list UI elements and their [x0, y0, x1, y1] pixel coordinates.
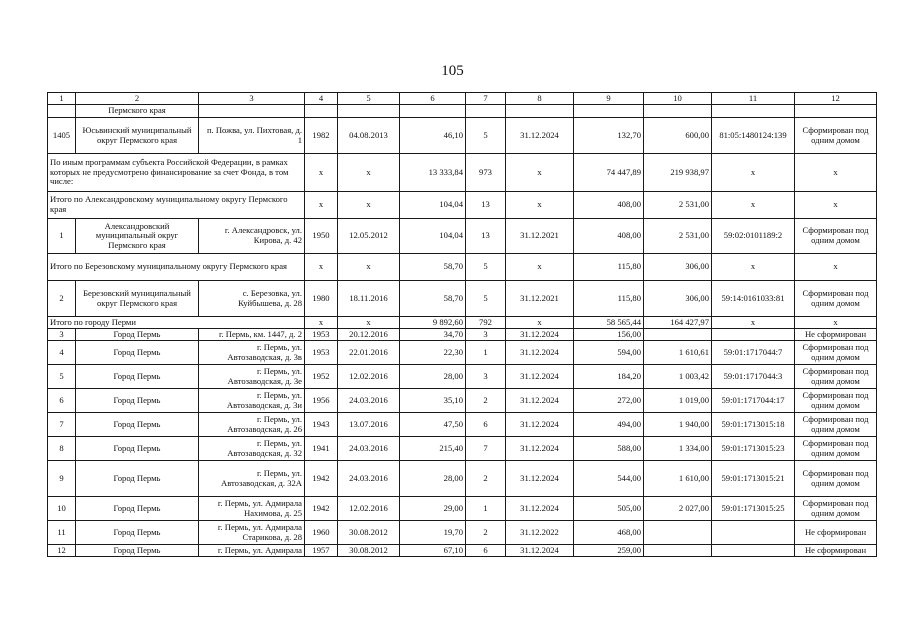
table-row: [48, 365, 877, 389]
year-built-cell: 1980: [305, 281, 338, 317]
empty-cell: [466, 105, 506, 118]
land-status-cell: Сформирован под одним домом: [795, 413, 877, 437]
compensation-cell: [644, 545, 712, 557]
municipality-cell: Город Пермь: [76, 413, 199, 437]
residents-cell: 5: [466, 281, 506, 317]
housing-program-table: [47, 92, 877, 557]
year-built-cell: 1942: [305, 461, 338, 497]
cadastral-number-cell: 59:01:1713015:18: [712, 413, 795, 437]
land-status-cell: Сформирован под одним домом: [795, 389, 877, 413]
table-row: [48, 497, 877, 521]
address-cell: г. Пермь, ул. Автозаводская, д. 32А: [199, 461, 305, 497]
land-status-cell: Сформирован под одним домом: [795, 281, 877, 317]
area-cell: 34,70: [400, 329, 466, 341]
land-status-cell: Не сформирован: [795, 521, 877, 545]
municipality-cell: Город Пермь: [76, 461, 199, 497]
table-row: [48, 545, 877, 557]
residents-cell: 5: [466, 118, 506, 154]
cost-cell: 259,00: [574, 545, 644, 557]
summary-cell: x: [305, 154, 338, 192]
page-number: 105: [441, 63, 464, 79]
compensation-cell: 1 019,00: [644, 389, 712, 413]
compensation-cell: 306,00: [644, 281, 712, 317]
residents-cell: 3: [466, 329, 506, 341]
land-status-cell: Не сформирован: [795, 329, 877, 341]
address-cell: г. Пермь, ул. Адмирала Нахимова, д. 25: [199, 497, 305, 521]
municipality-cell: Город Пермь: [76, 545, 199, 557]
table-row: [48, 437, 877, 461]
summary-row: [48, 317, 877, 329]
year-built-cell: 1960: [305, 521, 338, 545]
summary-label: Итого по городу Перми: [48, 317, 305, 329]
area-cell: 104,04: [400, 219, 466, 254]
compensation-cell: [644, 521, 712, 545]
compensation-cell: 1 334,00: [644, 437, 712, 461]
relocation-date-cell: 31.12.2024: [506, 545, 574, 557]
column-number-6: 6: [400, 93, 466, 105]
table-row: [48, 413, 877, 437]
cadastral-number-cell: 59:01:1713015:21: [712, 461, 795, 497]
land-status-cell: Сформирован под одним домом: [795, 341, 877, 365]
summary-cell: 13: [466, 192, 506, 219]
empty-cell: [506, 105, 574, 118]
column-number-header-row: [48, 93, 877, 105]
year-built-cell: 1956: [305, 389, 338, 413]
recognition-date-cell: 24.03.2016: [338, 389, 400, 413]
municipality-cell: Александровский муниципальный округ Пермского края: [76, 219, 199, 254]
cadastral-number-cell: 59:01:1717044:3: [712, 365, 795, 389]
municipality-cell: Город Пермь: [76, 389, 199, 413]
table-row: [48, 461, 877, 497]
continuation-text: Пермского края: [76, 105, 199, 118]
summary-cell: x: [338, 192, 400, 219]
cadastral-number-cell: [712, 545, 795, 557]
summary-cell: x: [506, 317, 574, 329]
table-row: [48, 341, 877, 365]
column-number-3: 3: [199, 93, 305, 105]
empty-cell: [712, 105, 795, 118]
compensation-cell: 1 940,00: [644, 413, 712, 437]
compensation-cell: [644, 329, 712, 341]
year-built-cell: 1982: [305, 118, 338, 154]
summary-cell: x: [506, 254, 574, 281]
continuation-row: [48, 105, 877, 118]
land-status-cell: Сформирован под одним домом: [795, 461, 877, 497]
row-number-cell: 3: [48, 329, 76, 341]
address-cell: г. Пермь, ул. Автозаводская, д. 26: [199, 413, 305, 437]
municipality-cell: Город Пермь: [76, 497, 199, 521]
summary-cell: 9 892,60: [400, 317, 466, 329]
compensation-cell: 1 610,00: [644, 461, 712, 497]
empty-cell: [644, 105, 712, 118]
recognition-date-cell: 20.12.2016: [338, 329, 400, 341]
relocation-date-cell: 31.12.2024: [506, 389, 574, 413]
cost-cell: 494,00: [574, 413, 644, 437]
summary-row: [48, 254, 877, 281]
summary-cell: x: [795, 254, 877, 281]
residents-cell: 6: [466, 413, 506, 437]
empty-cell: [574, 105, 644, 118]
recognition-date-cell: 30.08.2012: [338, 521, 400, 545]
year-built-cell: 1943: [305, 413, 338, 437]
residents-cell: 2: [466, 461, 506, 497]
summary-cell: x: [305, 192, 338, 219]
residents-cell: 1: [466, 497, 506, 521]
cadastral-number-cell: 59:01:1713015:25: [712, 497, 795, 521]
relocation-date-cell: 31.12.2022: [506, 521, 574, 545]
land-status-cell: Сформирован под одним домом: [795, 365, 877, 389]
summary-cell: x: [305, 317, 338, 329]
land-status-cell: Сформирован под одним домом: [795, 437, 877, 461]
area-cell: 67,10: [400, 545, 466, 557]
summary-cell: x: [506, 192, 574, 219]
table-row: [48, 329, 877, 341]
address-cell: с. Березовка, ул. Куйбышева, д. 28: [199, 281, 305, 317]
row-number-cell: 1405: [48, 118, 76, 154]
row-number-cell: 8: [48, 437, 76, 461]
summary-cell: 104,04: [400, 192, 466, 219]
compensation-cell: 1 610,61: [644, 341, 712, 365]
summary-label: Итого по Александровскому муниципальному округу Пермского края: [48, 192, 305, 219]
summary-cell: 115,80: [574, 254, 644, 281]
column-number-7: 7: [466, 93, 506, 105]
summary-cell: x: [506, 154, 574, 192]
empty-cell: [795, 105, 877, 118]
column-number-5: 5: [338, 93, 400, 105]
table-row: [48, 281, 877, 317]
cost-cell: 505,00: [574, 497, 644, 521]
year-built-cell: 1953: [305, 329, 338, 341]
summary-cell: 792: [466, 317, 506, 329]
cost-cell: 594,00: [574, 341, 644, 365]
area-cell: 19,70: [400, 521, 466, 545]
area-cell: 58,70: [400, 281, 466, 317]
summary-cell: 5: [466, 254, 506, 281]
municipality-cell: Город Пермь: [76, 437, 199, 461]
residents-cell: 2: [466, 521, 506, 545]
cost-cell: 156,00: [574, 329, 644, 341]
municipality-cell: Город Пермь: [76, 521, 199, 545]
summary-cell: 306,00: [644, 254, 712, 281]
cadastral-number-cell: 59:02:0101189:2: [712, 219, 795, 254]
recognition-date-cell: 12.02.2016: [338, 497, 400, 521]
recognition-date-cell: 30.08.2012: [338, 545, 400, 557]
land-status-cell: Сформирован под одним домом: [795, 219, 877, 254]
summary-cell: x: [795, 154, 877, 192]
cost-cell: 468,00: [574, 521, 644, 545]
residents-cell: 3: [466, 365, 506, 389]
row-number-cell: 12: [48, 545, 76, 557]
column-number-10: 10: [644, 93, 712, 105]
summary-label: По иным программам субъекта Российской Федерации, в рамках которых не предусмотрено финансирование за счет Фонда, в том числе:: [48, 154, 305, 192]
area-cell: 35,10: [400, 389, 466, 413]
municipality-cell: Березовский муниципальный округ Пермского края: [76, 281, 199, 317]
relocation-date-cell: 31.12.2024: [506, 497, 574, 521]
row-number-cell: 6: [48, 389, 76, 413]
summary-cell: 74 447,89: [574, 154, 644, 192]
relocation-date-cell: 31.12.2024: [506, 437, 574, 461]
cadastral-number-cell: 59:01:1717044:7: [712, 341, 795, 365]
summary-cell: x: [712, 317, 795, 329]
column-number-4: 4: [305, 93, 338, 105]
address-cell: г. Александровск, ул. Кирова, д. 42: [199, 219, 305, 254]
cadastral-number-cell: [712, 521, 795, 545]
residents-cell: 2: [466, 389, 506, 413]
cost-cell: 184,20: [574, 365, 644, 389]
summary-cell: x: [305, 254, 338, 281]
area-cell: 215,40: [400, 437, 466, 461]
municipality-cell: Город Пермь: [76, 365, 199, 389]
area-cell: 46,10: [400, 118, 466, 154]
municipality-cell: Юсьвинский муниципальный округ Пермского края: [76, 118, 199, 154]
land-status-cell: Сформирован под одним домом: [795, 497, 877, 521]
area-cell: 28,00: [400, 461, 466, 497]
recognition-date-cell: 13.07.2016: [338, 413, 400, 437]
summary-cell: 13 333,84: [400, 154, 466, 192]
empty-cell: [199, 105, 305, 118]
recognition-date-cell: 18.11.2016: [338, 281, 400, 317]
summary-cell: x: [712, 154, 795, 192]
column-number-11: 11: [712, 93, 795, 105]
relocation-date-cell: 31.12.2024: [506, 365, 574, 389]
empty-cell: [400, 105, 466, 118]
table-row: [48, 521, 877, 545]
summary-label: Итого по Березовскому муниципальному округу Пермского края: [48, 254, 305, 281]
address-cell: г. Пермь, ул. Автозаводская, д. 32: [199, 437, 305, 461]
column-number-12: 12: [795, 93, 877, 105]
summary-cell: x: [795, 317, 877, 329]
address-cell: г. Пермь, ул. Автозаводская, д. 3е: [199, 365, 305, 389]
row-number-cell: 11: [48, 521, 76, 545]
land-status-cell: Сформирован под одним домом: [795, 118, 877, 154]
year-built-cell: 1957: [305, 545, 338, 557]
compensation-cell: 2 531,00: [644, 219, 712, 254]
table-row: [48, 219, 877, 254]
summary-cell: x: [338, 254, 400, 281]
area-cell: 29,00: [400, 497, 466, 521]
address-cell: г. Пермь, ул. Адмирала: [199, 545, 305, 557]
cadastral-number-cell: 59:01:1717044:17: [712, 389, 795, 413]
area-cell: 28,00: [400, 365, 466, 389]
table-row: [48, 389, 877, 413]
recognition-date-cell: 22.01.2016: [338, 341, 400, 365]
address-cell: г. Пермь, ул. Автозаводская, д. 3в: [199, 341, 305, 365]
row-number-cell: 1: [48, 219, 76, 254]
summary-cell: 408,00: [574, 192, 644, 219]
cost-cell: 272,00: [574, 389, 644, 413]
relocation-date-cell: 31.12.2021: [506, 281, 574, 317]
compensation-cell: 600,00: [644, 118, 712, 154]
summary-cell: 58 565,44: [574, 317, 644, 329]
summary-cell: x: [795, 192, 877, 219]
recognition-date-cell: 04.08.2013: [338, 118, 400, 154]
cost-cell: 115,80: [574, 281, 644, 317]
summary-cell: x: [712, 254, 795, 281]
relocation-date-cell: 31.12.2021: [506, 219, 574, 254]
row-number-cell: 4: [48, 341, 76, 365]
area-cell: 22,30: [400, 341, 466, 365]
row-number-cell: 10: [48, 497, 76, 521]
address-cell: п. Пожва, ул. Пихтовая, д. 1: [199, 118, 305, 154]
summary-cell: x: [712, 192, 795, 219]
residents-cell: 1: [466, 341, 506, 365]
recognition-date-cell: 24.03.2016: [338, 461, 400, 497]
relocation-date-cell: 31.12.2024: [506, 461, 574, 497]
row-number-cell: 9: [48, 461, 76, 497]
municipality-cell: Город Пермь: [76, 341, 199, 365]
column-number-1: 1: [48, 93, 76, 105]
recognition-date-cell: 12.02.2016: [338, 365, 400, 389]
recognition-date-cell: 24.03.2016: [338, 437, 400, 461]
cost-cell: 132,70: [574, 118, 644, 154]
cadastral-number-cell: 59:14:0161033:81: [712, 281, 795, 317]
cadastral-number-cell: 81:05:1480124:139: [712, 118, 795, 154]
row-number-cell: 7: [48, 413, 76, 437]
compensation-cell: 2 027,00: [644, 497, 712, 521]
empty-cell: [338, 105, 400, 118]
recognition-date-cell: 12.05.2012: [338, 219, 400, 254]
address-cell: г. Пермь, ул. Адмирала Старикова, д. 28: [199, 521, 305, 545]
cost-cell: 408,00: [574, 219, 644, 254]
year-built-cell: 1952: [305, 365, 338, 389]
relocation-date-cell: 31.12.2024: [506, 341, 574, 365]
land-status-cell: Не сформирован: [795, 545, 877, 557]
year-built-cell: 1941: [305, 437, 338, 461]
relocation-date-cell: 31.12.2024: [506, 118, 574, 154]
summary-row: [48, 192, 877, 219]
municipality-cell: Город Пермь: [76, 329, 199, 341]
column-number-8: 8: [506, 93, 574, 105]
summary-cell: 219 938,97: [644, 154, 712, 192]
summary-cell: 973: [466, 154, 506, 192]
residents-cell: 7: [466, 437, 506, 461]
cost-cell: 544,00: [574, 461, 644, 497]
year-built-cell: 1953: [305, 341, 338, 365]
summary-cell: 2 531,00: [644, 192, 712, 219]
cadastral-number-cell: 59:01:1713015:23: [712, 437, 795, 461]
cadastral-number-cell: [712, 329, 795, 341]
empty-cell: [305, 105, 338, 118]
summary-cell: 164 427,97: [644, 317, 712, 329]
year-built-cell: 1942: [305, 497, 338, 521]
row-number-cell: 5: [48, 365, 76, 389]
address-cell: г. Пермь, км. 1447, д. 2: [199, 329, 305, 341]
column-number-2: 2: [76, 93, 199, 105]
row-number-cell: 2: [48, 281, 76, 317]
residents-cell: 13: [466, 219, 506, 254]
relocation-date-cell: 31.12.2024: [506, 413, 574, 437]
column-number-9: 9: [574, 93, 644, 105]
summary-row: [48, 154, 877, 192]
empty-cell: [48, 105, 76, 118]
address-cell: г. Пермь, ул. Автозаводская, д. 3и: [199, 389, 305, 413]
summary-cell: 58,70: [400, 254, 466, 281]
summary-cell: x: [338, 317, 400, 329]
year-built-cell: 1950: [305, 219, 338, 254]
area-cell: 47,50: [400, 413, 466, 437]
compensation-cell: 1 003,42: [644, 365, 712, 389]
relocation-date-cell: 31.12.2024: [506, 329, 574, 341]
summary-cell: x: [338, 154, 400, 192]
cost-cell: 588,00: [574, 437, 644, 461]
residents-cell: 6: [466, 545, 506, 557]
table-row: [48, 118, 877, 154]
